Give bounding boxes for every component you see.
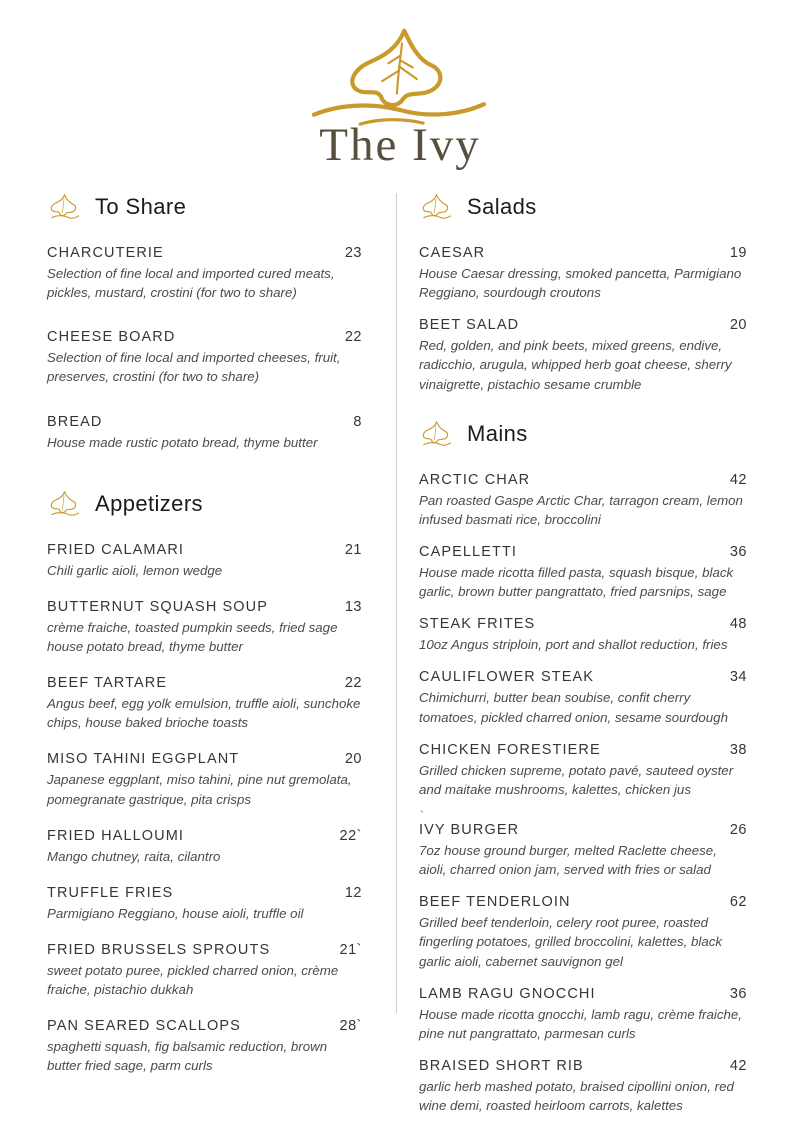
item-price: 26: [729, 821, 747, 838]
section-title: Mains: [467, 420, 528, 446]
ivy-leaf-icon: [419, 193, 453, 221]
item-price: 36: [729, 543, 747, 560]
item-name: PAN SEARED SCALLOPS: [47, 1018, 241, 1035]
item-name: CAULIFLOWER STEAK: [419, 669, 595, 686]
ivy-leaf-icon: [419, 420, 453, 448]
item-name: CAPELLETTI: [419, 543, 518, 560]
menu-item: [47, 542, 362, 580]
item-description: Grilled beef tenderloin, celery root puree, roasted fingerling potatoes, grilled broccolini, kalettes, black garlic aioli, cabernet sauvignon gel: [419, 915, 723, 969]
menu-item: [419, 317, 747, 393]
item-price: 13: [344, 598, 362, 615]
menu-item: [419, 894, 747, 970]
item-name: STEAK FRITES: [419, 616, 536, 633]
item-name: FRIED HALLOUMI: [47, 827, 185, 844]
item-description: House Caesar dressing, smoked pancetta, Parmigiano Reggiano, sourdough croutons: [419, 266, 742, 301]
ivy-leaf-icon: [47, 490, 81, 518]
menu-item: [47, 675, 362, 732]
section-title: Appetizers: [95, 490, 203, 516]
restaurant-logo: [0, 0, 800, 169]
item-name: FRIED CALAMARI: [47, 541, 185, 558]
item-price: 48: [729, 616, 747, 633]
item-description: 7oz house ground burger, melted Raclette cheese, aioli, charred onion jam, served with fries or salad: [419, 842, 717, 878]
item-price: 22`: [339, 827, 362, 844]
item-name: FRIED BRUSSELS SPROUTS: [47, 941, 271, 958]
menu-item: [419, 822, 747, 879]
item-name: BEEF TARTARE: [47, 675, 168, 692]
item-description: Selection of fine local and imported cured meats, pickles, mustard, crostini (for two to share): [47, 266, 335, 301]
item-price: 28`: [339, 1018, 362, 1035]
item-description: Grilled chicken supreme, potato pavé, sauteed oyster and maitake mushrooms, kalettes, chicken jus: [419, 762, 734, 797]
menu-item: [419, 245, 747, 302]
item-price: 36: [729, 985, 747, 1002]
item-name: MISO TAHINI EGGPLANT: [47, 751, 240, 768]
item-price: 12: [344, 884, 362, 901]
item-description: Japanese eggplant, miso tahini, pine nut gremolata, pomegranate gastrique, pita crisps: [47, 772, 352, 807]
item-description: spaghetti squash, fig balsamic reduction, brown butter fried sage, parm curls: [47, 1039, 328, 1074]
item-name: BEEF TENDERLOIN: [419, 894, 571, 911]
item-price: 23: [344, 245, 362, 261]
menu-item: [47, 885, 362, 923]
menu-column-left: [47, 193, 362, 1095]
menu-item: [419, 986, 747, 1043]
item-name: BUTTERNUT SQUASH SOUP: [47, 598, 269, 615]
item-description: 10oz Angus striploin, port and shallot reduction, fries: [419, 637, 728, 653]
item-description: garlic herb mashed potato, braised cipollini onion, red wine demi, roasted heirloom carrots, kalettes: [419, 1078, 734, 1114]
menu-item: [47, 414, 362, 452]
menu-item: [47, 942, 362, 999]
item-name: CHEESE BOARD: [47, 329, 176, 346]
section-header-mains: [419, 420, 747, 448]
item-description: Parmigiano Reggiano, house aioli, truffle oil: [47, 905, 304, 921]
item-description: Selection of fine local and imported cheeses, fruit, preserves, crostini (for two to share): [47, 350, 341, 385]
section-header-to-share: [47, 193, 362, 221]
item-description: sweet potato puree, pickled charred onion, crème fraiche, pistachio dukkah: [47, 962, 339, 998]
stray-mark: `: [420, 809, 424, 822]
menu-item: [47, 599, 362, 656]
item-name: BEET SALAD: [419, 317, 520, 334]
menu-body: [0, 193, 800, 1130]
column-divider: [396, 193, 397, 1013]
menu-column-right: [419, 193, 747, 1130]
section-header-salads: [419, 193, 747, 221]
item-price: 42: [729, 1057, 747, 1074]
item-name: LAMB RAGU GNOCCHI: [419, 985, 596, 1002]
restaurant-name: The Ivy: [319, 119, 481, 171]
ivy-leaf-logo-icon: [295, 26, 505, 132]
item-name: CHARCUTERIE: [47, 245, 164, 261]
item-price: 21: [344, 541, 362, 558]
item-description: House made rustic potato bread, thyme butter: [47, 434, 318, 450]
item-description: Chimichurri, butter bean soubise, confit cherry tomatoes, pickled charred onion, sesame sourdough: [419, 690, 728, 725]
menu-item: [419, 544, 747, 601]
ivy-leaf-icon: [47, 193, 81, 221]
item-name: TRUFFLE FRIES: [47, 884, 174, 901]
item-price: 34: [729, 669, 747, 686]
item-price: 22: [344, 329, 362, 346]
item-name: IVY BURGER: [419, 821, 520, 838]
item-name: BREAD: [47, 413, 103, 430]
menu-item: [47, 828, 362, 866]
menu-item: [419, 742, 747, 799]
item-price: 20: [344, 751, 362, 768]
menu-item: [47, 245, 362, 302]
item-price: 38: [729, 741, 747, 758]
item-name: BRAISED SHORT RIB: [419, 1057, 584, 1074]
item-price: 20: [729, 317, 747, 334]
item-description: Angus beef, egg yolk emulsion, truffle aioli, sunchoke chips, house baked brioche toasts: [47, 696, 361, 731]
menu-item: [47, 751, 362, 808]
item-description: Red, golden, and pink beets, mixed greens, endive, radicchio, arugula, whipped herb goat cheese, sherry vinaigrette, pistachio sesame crumble: [419, 338, 732, 392]
menu-item: [419, 669, 747, 726]
item-description: Pan roasted Gaspe Arctic Char, tarragon cream, lemon infused basmati rice, broccolini: [419, 492, 743, 527]
item-price: 19: [729, 245, 747, 261]
item-description: Mango chutney, raita, cilantro: [47, 848, 221, 864]
item-description: Chili garlic aioli, lemon wedge: [47, 562, 223, 578]
item-price: 8: [353, 413, 362, 430]
menu-item: [419, 616, 747, 654]
item-name: ARCTIC CHAR: [419, 471, 531, 488]
item-price: 22: [344, 675, 362, 692]
item-price: 21`: [339, 941, 362, 958]
item-description: House made ricotta filled pasta, squash bisque, black garlic, brown butter pangrattato, fried parsnips, sage: [419, 564, 734, 600]
menu-item: [47, 329, 362, 386]
menu-item: [419, 1058, 747, 1115]
section-title: Salads: [467, 194, 537, 219]
item-price: 42: [729, 471, 747, 488]
item-name: CAESAR: [419, 245, 486, 261]
section-header-appetizers: [47, 490, 362, 518]
item-description: House made ricotta gnocchi, lamb ragu, crème fraiche, pine nut pangrattato, parmesan curls: [419, 1006, 742, 1041]
item-price: 62: [729, 894, 747, 911]
menu-item: [419, 472, 747, 529]
menu-item: [47, 1018, 362, 1075]
section-title: To Share: [95, 194, 187, 219]
item-description: crème fraiche, toasted pumpkin seeds, fried sage house potato bread, thyme butter: [47, 619, 338, 654]
item-name: CHICKEN FORESTIERE: [419, 741, 601, 758]
